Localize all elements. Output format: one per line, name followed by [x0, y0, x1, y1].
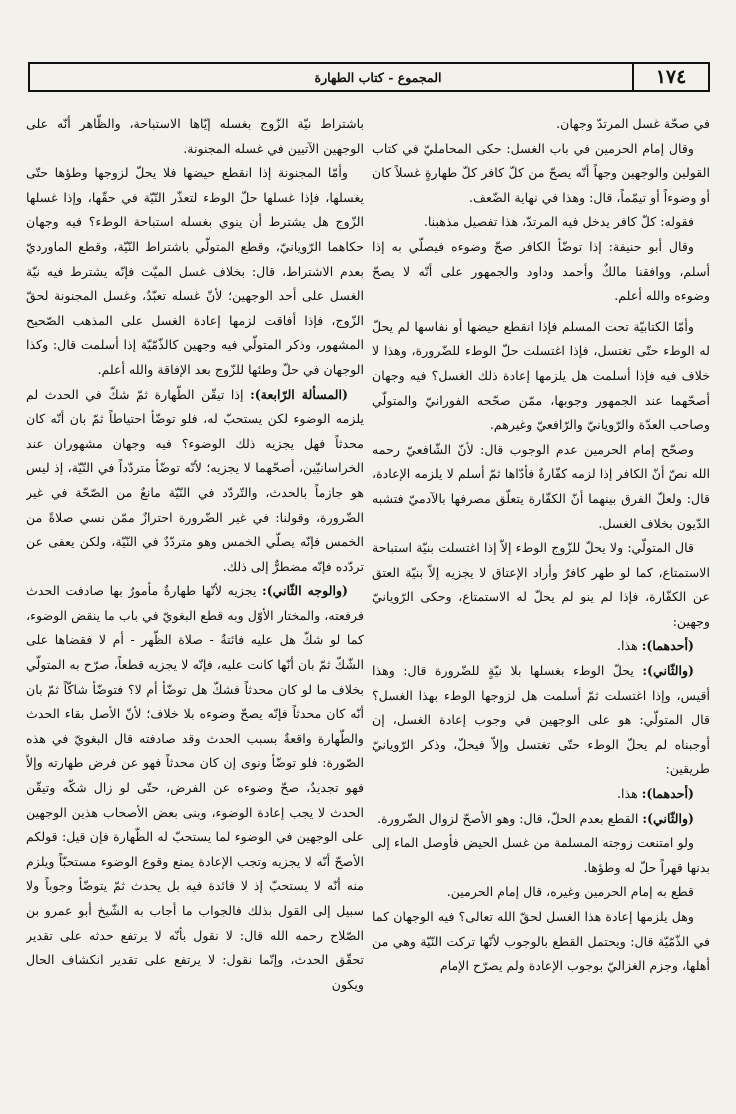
paragraph: (والثّاني): القطع بعدم الحلّ، قال: وهو الأصحّ لزوال الضّرورة.	[377, 810, 694, 826]
paragraph: (والثّاني): يحلّ الوطء بغسلها بلا نيّةٍ للضّرورة قال: وهذا أقيس، وإذا اغتسلت ثمّ أسلمت هل لزوجها الوطء بهذا الغسل؟ قال المتولّي: هو على الوجهين في وجوب إعادة الغسل، إن أوجبناه لم يحلّ الوطء حتّى تغتسل وإلاّ فيحلّ، وذكر الرّويانيّ طريقين:	[372, 663, 710, 777]
paragraph: (المسألة الرّابعة): إذا تيقّن الطّهارة ثمّ شكّ في الحدث لم يلزمه الوضوء لكن يستحبّ له، فلو توضّأ احتياطاً ثمّ بان أنّه كان محدثاً فهل يجزيه ذلك الوضوء؟ فيه وجهان مشهوران عند الخراسانيّين، أصحّهما لا يجزيه؛ لأنّه توضّأ متردّداً في النّيّة، إذ ليس هو جازماً بالحدث، والتّردّد في النّيّة مانعٌ من الصّحّة في غير الضّرورة، وقولنا: في غير الضّرورة احترازٌ ممّن نسي صلاةً من الخمس فإنّه يصلّي الخمس وهو متردّدٌ في النّيّة، ولكن يعفى عن تردّده فإنّه مضطرٌّ إلى ذلك.	[26, 386, 364, 574]
term-label: (والوجه الثّاني):	[262, 583, 349, 599]
paragraph: (والوجه الثّاني): يجزيه لأنّها طهارةٌ مأمورٌ بها صادفت الحدث فرفعته، والمختار الأوّل وبه قطع البغويّ في باب ما ينقض الوضوء، كما لو شكّ هل عليه فائتةٌ - صلاة الظّهر - أم لا فقضاها على الشّكّ ثمّ بان أنّها كانت عليه، فإنّه لا يجزيه قطعاً، صرّح به المتولّي بخلاف ما لو كان محدثاً فشكّ هل توضّأ أم لا؟ فتوضّأ شاكّاً ثمّ بان أنّه كان محدثاً فإنّه يصحّ وضوءه بلا خلاف؛ لأنّ الأصل بقاء الحدث والطّهارة واقعةٌ بسبب الحدث وقد صادفته قال البغويّ في هذه الصّورة: فلو توضّأ ونوى إن كان محدثاً فهو عن فرض طهارته وإلاّ فهو تجديدٌ، صحّ وضوءه عن الفرض، حتّى لو زال شكّه وتيقّن الحدث لا يجب إعادة الوضوء، وبنى بعض الأصحاب هذين الوجهين على الوجهين في الوضوء لما يستحبّ له الطّهارة فإن قيل: قولكم الأصحّ أنّه لا يجزيه وتجب الإعادة يمنع وقوع الوضوء مستحبّاً ويلزم منه أنّه لا يستحبّ إذ لا فائدة فيه بل يحدث ثمّ يتوضّأ وجوباً ولا سبيل إلى القول بذلك فالجواب ما أجاب به الشّيخ أبو عمرو بن الصّلاح رحمه الله قال: لا نقول بأنّه لا يرتفع حدثه على تقدير تحقّق الحدث، وإنّما نقول: لا يرتفع على تقدير انكشاف الحال ويكون	[26, 583, 364, 992]
page-number: ١٧٤	[655, 66, 687, 88]
paragraph: قال المتولّي: ولا يحلّ للزّوج الوطء إلاّ إذا اغتسلت بنيّة استباحة الاستمتاع، كما لو طهر كافرٌ وأراد الإعتاق لا يجزيه إلاّ بنيّة العتق عن الكفّارة، فإذا لم ينو لم يحلّ له الاستمتاع، وحكى الرّويانيّ وجهين:	[372, 540, 710, 629]
paragraph: ولو امتنعت زوجته المسلمة من غسل الحيض فأوصل الماء إلى بدنها قهراً حلّ له وطؤها.	[372, 835, 710, 875]
term-label: (أحدهما):	[641, 786, 694, 802]
left-column	[26, 112, 364, 1107]
paragraph: وأمّا الكتابيّة تحت المسلم فإذا انقطع حيضها أو نفاسها لم يحلّ له الوطء حتّى تغتسل، فإذا اغتسلت حلّ الوطء للضّرورة، وهذا لا خلاف فيه فإذا أسلمت هل يلزمها إعادة ذلك الغسل؟ فيه وجهان أصحّهما عند الجمهور وجوبها، ممّن صحّحه الفورانيّ والمتولّي وصاحب العدّة والرّويانيّ والرّافعيّ وغيرهم.	[372, 318, 710, 433]
paragraph: وصحّح إمام الحرمين عدم الوجوب قال: لأنّ الشّافعيّ رحمه الله نصّ أنّ الكافر إذا لزمه كفّارةٌ فأدّاها ثمّ أسلم لا يلزمه الإعادة، قال: ولعلّ الفرق بينهما أنّ الكفّارة يتعلّق مصرفها بالآدميّ فتشبه الدّيون بخلاف الغسل.	[372, 441, 710, 531]
paragraph: وقال أبو حنيفة: إذا توضّأ الكافر صحّ وضوءه فيصلّي به إذا أسلم، ووافقنا مالكٌ وأحمد وداود والجمهور على أنّه لا يصحّ وضوءه والله أعلم.	[372, 238, 710, 304]
paragraph: قطع به إمام الحرمين وغيره، قال إمام الحرمين.	[446, 884, 694, 900]
paragraph: (أحدهما): هذا.	[616, 786, 694, 802]
paragraph: فقوله: كلّ كافر يدخل فيه المرتدّ، هذا تفصيل مذهبنا.	[423, 214, 694, 230]
right-column	[372, 112, 710, 1107]
page-header	[28, 62, 710, 92]
paragraph: في صحّة غسل المرتدّ وجهان.	[556, 116, 710, 131]
term-label: (والثّاني):	[642, 810, 694, 826]
paragraph: (أحدهما): هذا.	[616, 638, 694, 654]
term-label: (والثّاني):	[642, 663, 694, 679]
term-label: (المسألة الرّابعة):	[250, 386, 348, 402]
paragraph: وقال إمام الحرمين في باب الغسل: حكى المحامليّ في كتاب القولين والوجهين وجهاً أنّه يصحّ من كلّ كافر كلّ طهارةٍ غسلاً كان أو وضوءاً أو تيمّماً، قال: وهذا في نهاية الضّعف.	[372, 140, 710, 205]
paragraph: باشتراط نيّة الزّوج بغسله إيّاها الاستباحة، والظّاهر أنّه على الوجهين الآتيين في غسله المجنونة.	[26, 116, 364, 156]
paragraph: وأمّا المجنونة إذا انقطع حيضها فلا يحلّ لزوجها وطؤها حتّى يغسلها، فإذا غسلها حلّ الوطء لتعذّر النّيّة في حقّها، وإذا غسلها الزّوج هل يشترط أن ينوي بغسله استباحة الوطء؟ فيه وجهان حكاهما الرّويانيّ، وقطع المتولّي باشتراط النّيّة، وقطع الماورديّ بعدم الاشتراط، قال: بخلاف غسل الميّت فإنّه يشترط فيه نيّة الغسل على أحد الوجهين؛ لأنّ غسله تعبّدٌ، وغسل المجنونة لحقّ الزّوج، فإذا أفاقت لزمها إعادة الغسل على المذهب الصّحيح المشهور، وذكر المتولّي فيه وجهين كالذّمّيّة إذا أسلمت قال: وكذا الوجهان في حلّ وطئها للزّوج بعد الإفاقة والله أعلم.	[26, 165, 364, 377]
term-label: (أحدهما):	[641, 638, 694, 654]
book-title: المجموع - كتاب الطهارة	[314, 69, 442, 85]
header-divider	[632, 64, 634, 90]
paragraph: وهل يلزمها إعادة هذا الغسل لحقّ الله تعالى؟ فيه الوجهان كما في الذّمّيّة قال: ويحتمل القطع بالوجوب لأنّها تركت النّيّة وهي من أهلها، وجزم الغزاليّ بوجوب الإعادة ولم يصرّح الإمام	[372, 909, 710, 974]
